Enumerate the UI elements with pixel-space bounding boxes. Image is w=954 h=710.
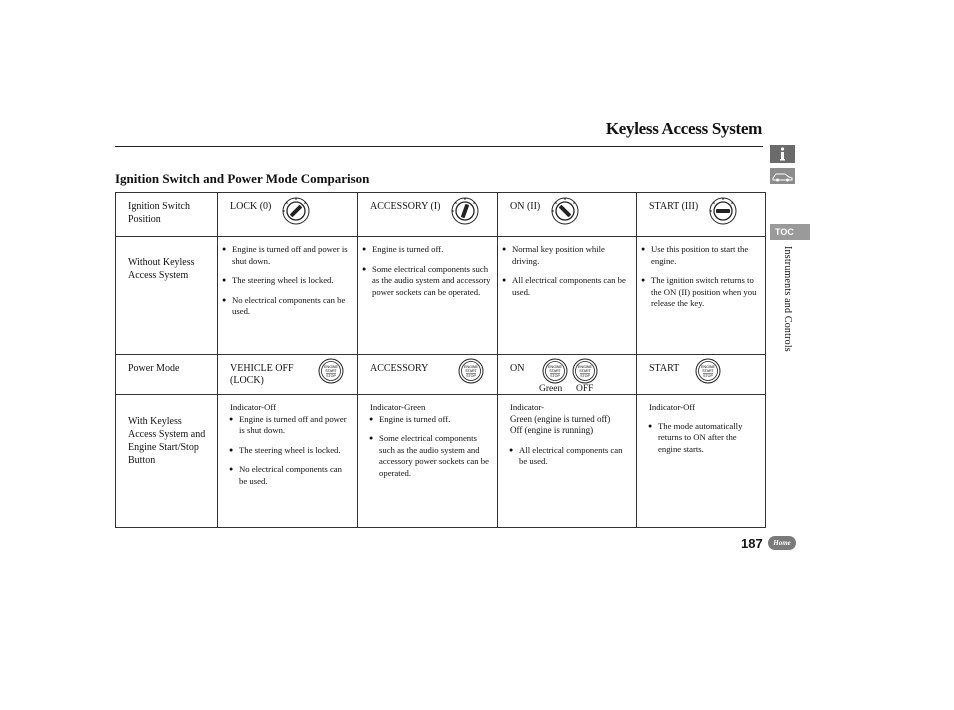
svg-text:START: START [465,369,477,374]
svg-text:ENGINE: ENGINE [464,365,478,369]
svg-text:START: START [702,369,714,374]
key-cylinder-accessory-icon [450,196,480,230]
mode-vehicle-off: VEHICLE OFF (LOCK) [230,363,294,386]
section-title: Ignition Switch and Power Mode Comparison [115,171,370,186]
mode-accessory: ACCESSORY [370,363,429,374]
table-row [116,395,766,528]
page-title: Keyless Access System [605,119,762,138]
table-row [116,237,766,355]
mode-on: ON [510,363,525,374]
list-item: ● Engine is turned off and power is shut down. [230,414,351,437]
list-item: ● All electrical components can be used. [510,445,630,468]
list-item: ● Engine is turned off. [363,244,491,256]
svg-text:ENGINE: ENGINE [578,365,592,369]
row-label-without-keyless: Without Keyless Access System [128,257,195,281]
svg-text:START: START [549,369,561,374]
off-label: OFF [576,384,594,394]
indicator-status: Indicator-Off [649,402,695,412]
col-accessory: ACCESSORY (I) [370,201,441,212]
list-item: ● Use this position to start the engine. [642,244,759,267]
svg-text:ENGINE: ENGINE [324,365,338,369]
indicator-status: Green (engine is turned off) [510,413,611,424]
svg-text:STOP: STOP [580,374,590,378]
toc-button[interactable]: TOC [770,224,810,240]
row-label-with-keyless: With Keyless Access System and Engine Start/Stop Button [128,416,206,466]
list-item: ● Engine is turned off and power is shut down. [223,244,351,267]
svg-text:START: START [325,369,337,374]
indicator-status: Indicator- [510,402,545,412]
list-item: ● Some electrical components such as the audio system and accessory power sockets can be operated. [363,264,491,299]
comparison-table [115,192,766,528]
svg-text:STOP: STOP [703,374,713,378]
indicator-status: Off (engine is running) [510,425,594,435]
home-button[interactable]: Home [768,536,796,550]
title-divider [115,146,763,147]
indicator-status: Indicator-Green [370,402,426,412]
page-number: 187 [741,536,763,551]
engine-start-stop-button-icon [458,358,484,388]
indicator-status: Indicator-Off [230,402,276,412]
mode-start: START [649,363,680,374]
list-item: ● The steering wheel is locked. [223,275,351,287]
list-item: ● The ignition switch returns to the ON (II) position when you release the key. [642,275,759,310]
svg-text:STOP: STOP [326,374,336,378]
list-item: ● The steering wheel is locked. [230,445,351,457]
list-item: ● All electrical components can be used. [503,275,630,298]
list-item: ● Normal key position while driving. [503,244,630,267]
col-on: ON (II) [510,201,541,212]
table-row [116,193,766,237]
engine-start-stop-button-icon [695,358,721,388]
engine-start-stop-button-icon [318,358,344,388]
svg-text:STOP: STOP [466,374,476,378]
table-row [116,355,766,395]
list-item: ● Engine is turned off. [370,414,491,426]
row-label-power-mode: Power Mode [128,363,180,374]
key-cylinder-start-icon [708,196,738,230]
side-section-tab[interactable]: Instruments and Controls [782,246,793,352]
green-label: Green [539,384,563,394]
info-icon[interactable] [770,145,795,163]
list-item: ● The mode automatically returns to ON after the engine starts. [649,421,759,456]
svg-text:ENGINE: ENGINE [701,365,715,369]
key-cylinder-lock-icon [281,196,311,230]
key-cylinder-on-icon [550,196,580,230]
svg-text:ENGINE: ENGINE [548,365,562,369]
col-start: START (III) [649,201,699,212]
list-item: ● No electrical components can be used. [223,295,351,318]
col-lock: LOCK (0) [230,201,272,212]
list-item: ● Some electrical components such as the audio system and accessory power sockets can be operated. [370,433,491,479]
svg-text:START: START [579,369,591,374]
car-icon[interactable] [770,168,795,184]
list-item: ● No electrical components can be used. [230,464,351,487]
row-label-ignition-position: Ignition Switch Position [128,201,190,225]
svg-text:STOP: STOP [550,374,560,378]
